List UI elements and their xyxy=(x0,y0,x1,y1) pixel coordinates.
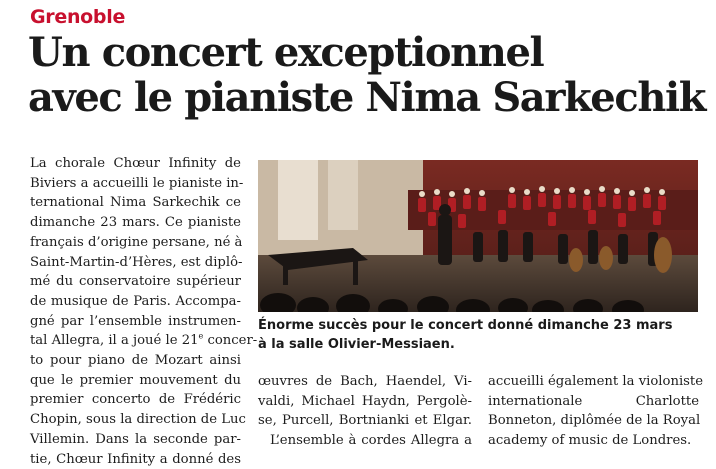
body-line: Chopin, sous la direction de Luc xyxy=(30,412,246,428)
body-line: premier concerto de Frédéric xyxy=(30,392,241,408)
body-column-3 xyxy=(488,372,704,451)
body-line: accueilli également la violoniste xyxy=(488,374,704,389)
body-line: valdi, Michael Haydn, Pergolè- xyxy=(258,393,472,409)
body-column-1 xyxy=(30,154,258,469)
body-line-part: concer- xyxy=(203,333,258,349)
ordinal-superscript: e xyxy=(198,331,204,341)
headline-line-1: Un concert exceptionnel xyxy=(28,29,544,76)
body-line: Villemin. Dans la seconde par- xyxy=(30,431,241,447)
concert-photo xyxy=(258,160,698,312)
concert-photo-illustration xyxy=(258,160,698,312)
body-line: tie, Chœur Infinity a donné des xyxy=(30,451,241,467)
body-column-2 xyxy=(258,372,472,451)
body-line: dimanche 23 mars. Ce pianiste xyxy=(30,215,241,231)
body-line: L’ensemble à cordes Allegra a xyxy=(270,433,472,449)
body-line: internationale Charlotte xyxy=(488,393,699,409)
body-line: gné par l’ensemble instrumen- xyxy=(30,313,241,329)
body-line: Bonneton, diplômée de la Royal xyxy=(488,413,701,429)
body-line: Saint-Martin-d’Hères, est diplô- xyxy=(30,254,243,270)
headline-line-2: avec le pianiste Nima Sarkechik xyxy=(28,74,706,121)
caption-line-1: Énorme succès pour le concert donné dimanche 23 mars xyxy=(258,318,673,333)
body-line xyxy=(30,331,258,351)
body-line: que le premier mouvement du xyxy=(30,372,241,388)
body-line: œuvres de Bach, Haendel, Vi- xyxy=(258,374,472,389)
caption-line-2: à la salle Olivier-Messiaen. xyxy=(258,337,455,352)
body-line: se, Purcell, Bortnianki et Elgar. xyxy=(258,413,472,429)
body-line-part: tal Allegra, il a joué le 21 xyxy=(30,333,199,349)
photo-caption xyxy=(258,316,698,354)
article-headline xyxy=(28,30,708,120)
body-line: La chorale Chœur Infinity de xyxy=(30,156,241,171)
body-line: de musique de Paris. Accompa- xyxy=(30,293,241,309)
body-line: ternational Nima Sarkechik ce xyxy=(30,195,241,211)
body-line: to pour piano de Mozart ainsi xyxy=(30,353,241,369)
body-line: français d’origine persane, né à xyxy=(30,234,243,250)
body-line: academy of music de Londres. xyxy=(488,433,692,449)
section-kicker: Grenoble xyxy=(30,6,126,28)
body-line: mé du conservatoire supérieur xyxy=(30,274,241,290)
body-line: Biviers a accueilli le pianiste in- xyxy=(30,175,244,191)
